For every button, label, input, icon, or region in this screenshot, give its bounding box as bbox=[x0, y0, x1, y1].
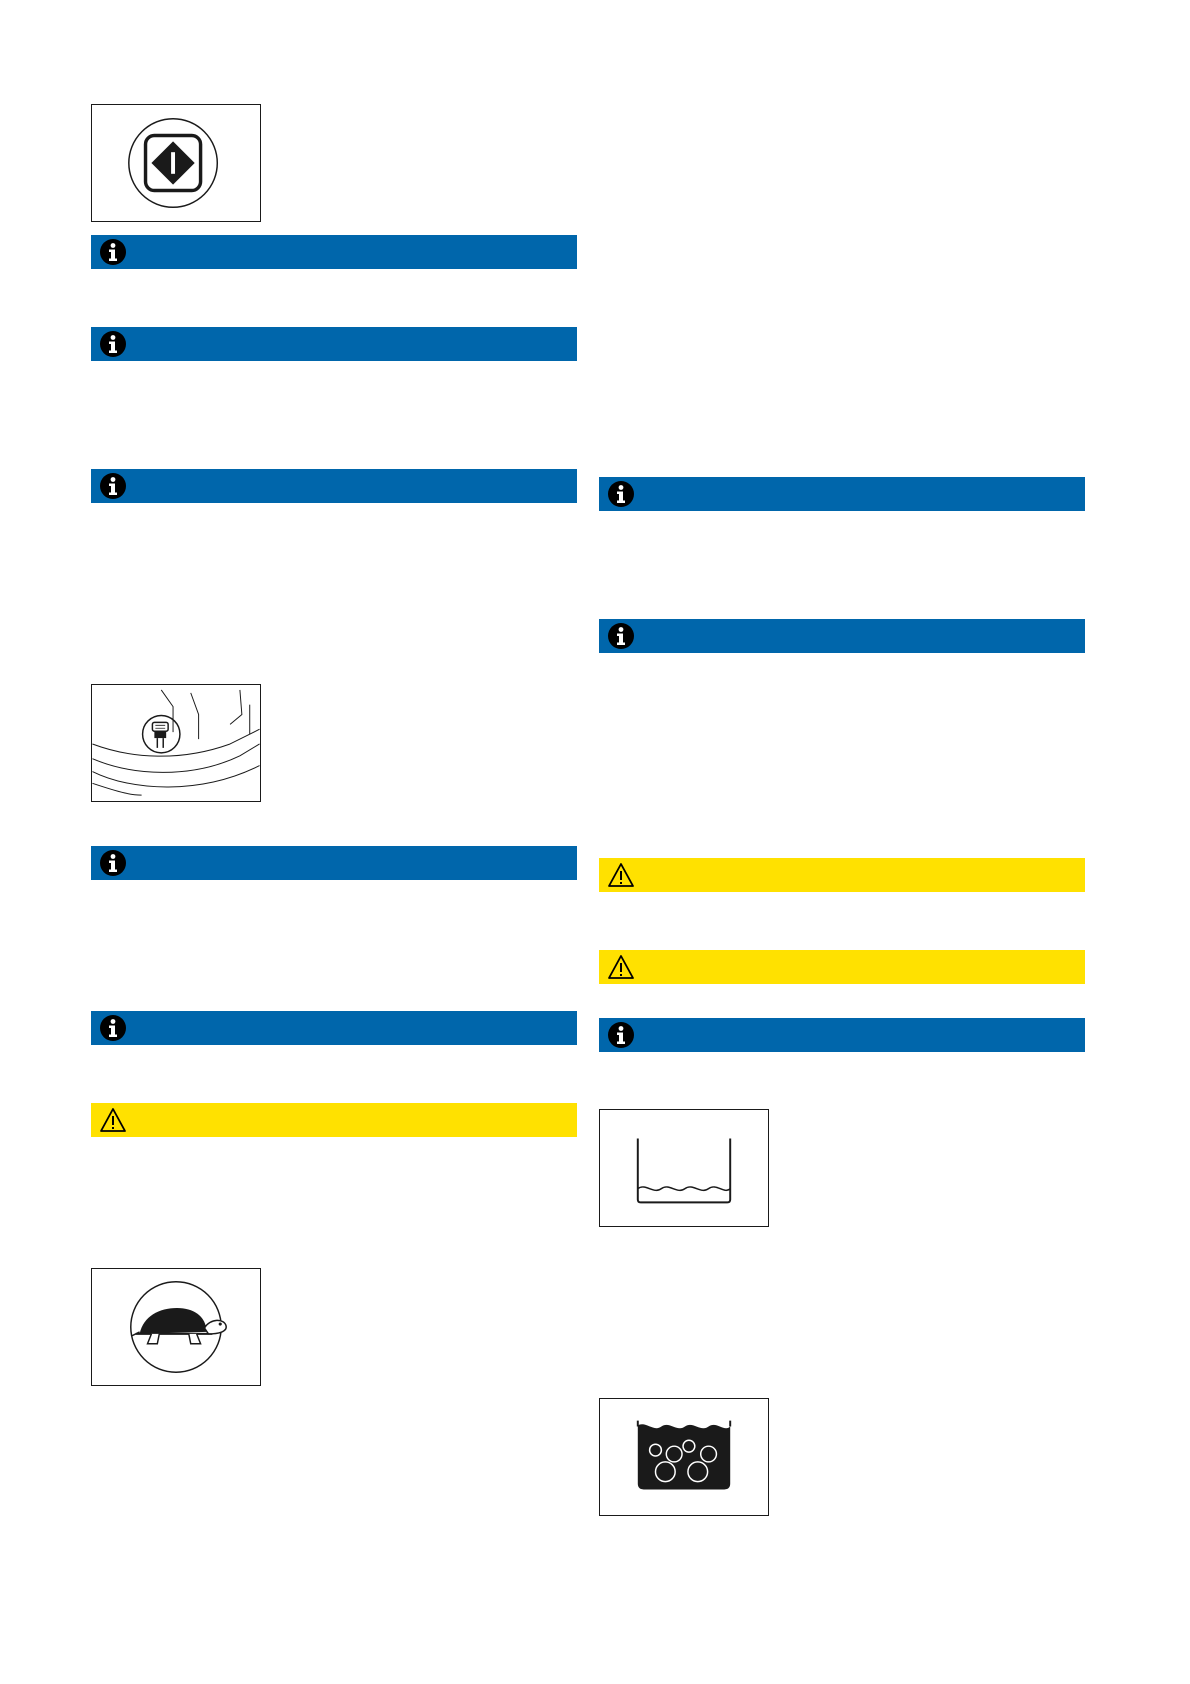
info-icon bbox=[99, 472, 127, 500]
info-bar-6 bbox=[599, 477, 1085, 511]
warning-bar-1 bbox=[91, 1103, 577, 1137]
info-icon bbox=[99, 238, 127, 266]
figure-tank-low bbox=[599, 1109, 769, 1227]
info-bar-4 bbox=[91, 846, 577, 880]
warning-bar-2 bbox=[599, 858, 1085, 892]
figure-drain-plug bbox=[91, 684, 261, 802]
warning-triangle-icon bbox=[607, 861, 635, 889]
info-icon bbox=[99, 1014, 127, 1042]
info-icon bbox=[607, 622, 635, 650]
tank-foam-full-icon bbox=[600, 1399, 768, 1515]
turtle-icon bbox=[92, 1269, 260, 1385]
info-icon bbox=[99, 849, 127, 877]
warning-triangle-icon bbox=[607, 953, 635, 981]
info-bar-7 bbox=[599, 619, 1085, 653]
info-icon bbox=[607, 480, 635, 508]
start-button-icon bbox=[92, 105, 260, 221]
figure-turtle bbox=[91, 1268, 261, 1386]
tank-low-level-icon bbox=[600, 1110, 768, 1226]
figure-tank-foam bbox=[599, 1398, 769, 1516]
info-icon bbox=[99, 330, 127, 358]
info-bar-5 bbox=[91, 1011, 577, 1045]
info-bar-3 bbox=[91, 469, 577, 503]
info-bar-8 bbox=[599, 1018, 1085, 1052]
info-bar-2 bbox=[91, 327, 577, 361]
drain-plug-icon bbox=[92, 685, 260, 801]
info-icon bbox=[607, 1021, 635, 1049]
figure-start-button bbox=[91, 104, 261, 222]
warning-triangle-icon bbox=[99, 1106, 127, 1134]
warning-bar-3 bbox=[599, 950, 1085, 984]
info-bar-1 bbox=[91, 235, 577, 269]
